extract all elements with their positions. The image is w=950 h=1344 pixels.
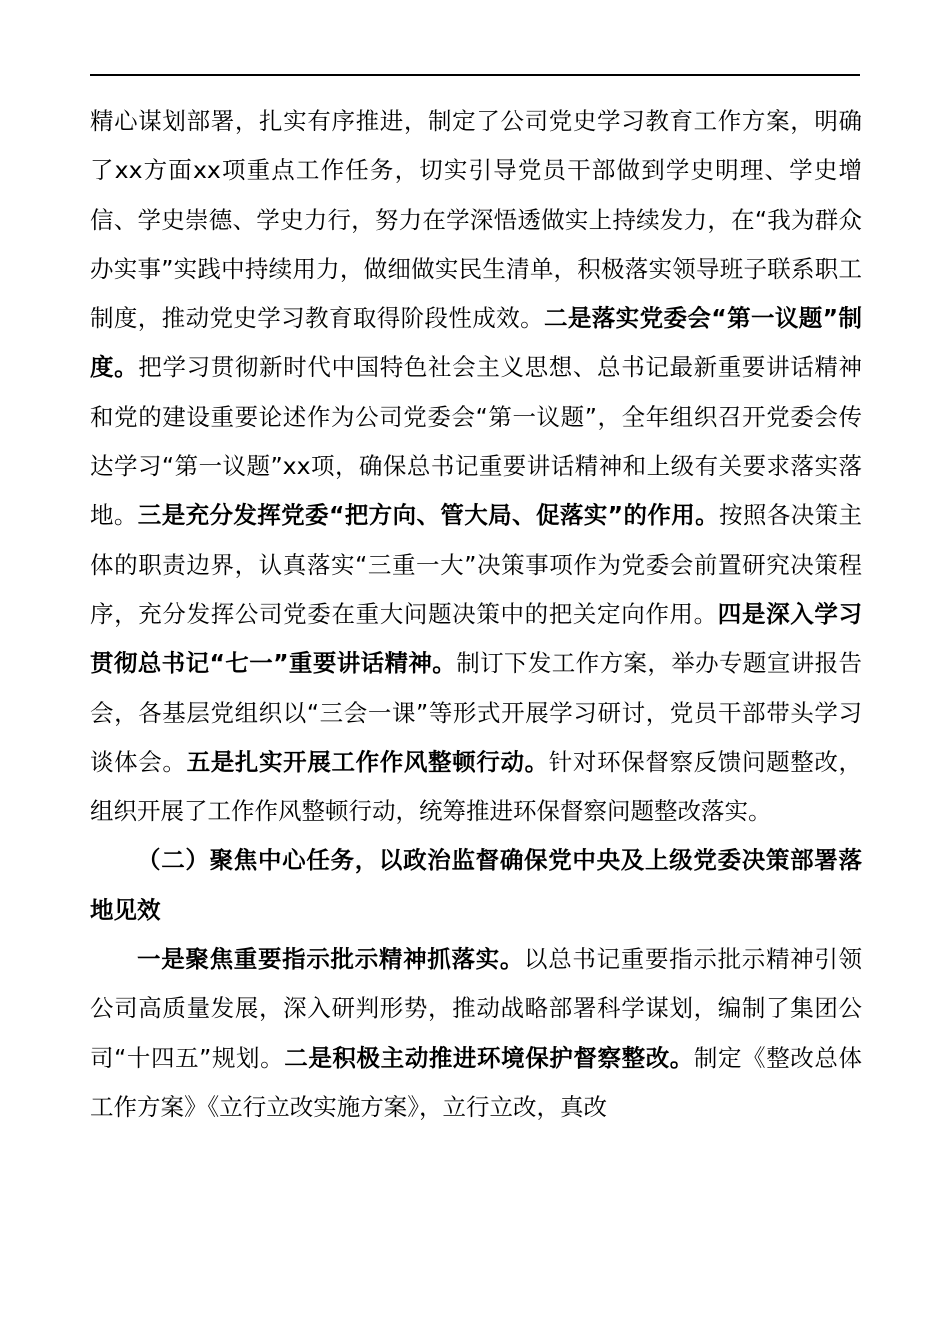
paragraph-text: 按照各决策主体的职责边界，认真落实“三重一大”决策事项作为党委会前置研究决策程序，充分发挥公司党委在重大问题决策中的把关定向作用。 <box>90 501 863 628</box>
paragraph-party-history <box>90 97 862 836</box>
bold-lead-july-first-speech: 四是深入学习贯彻总书记“七一”重要讲话精神。 <box>90 599 863 678</box>
paragraph-text: 制订下发工作方案，举办专题宣讲报告会，各基层党组织以“三会一课”等形式开展学习研讨，党员干部带头学习谈体会。 <box>90 649 863 776</box>
paragraph-text: 制定《整改总体工作方案》《立行立改实施方案》，立行立改，真改 <box>90 1043 862 1121</box>
bold-lead-instructions: 一是聚焦重要指示批示精神抓落实。 <box>137 945 525 974</box>
document-body <box>90 97 862 1132</box>
bold-lead-work-style: 五是扎实开展工作作风整顿行动。 <box>186 747 549 776</box>
paragraph-text: 以总书记重要指示批示精神引领公司高质量发展，深入研判形势，推动战略部署科学谋划，编制了集团公司“十四五”规划。 <box>90 945 863 1072</box>
section-heading-2: （二）聚焦中心任务，以政治监督确保党中央及上级党委决策部署落地见效 <box>90 846 862 924</box>
bold-lead-first-topic: 二是落实党委会“第一议题”制度。 <box>90 304 863 382</box>
paragraph-text: 针对环保督察反馈问题整改，组织开展了工作作风整顿行动，统筹推进环保督察问题整改落实。 <box>90 747 863 826</box>
paragraph-text: 精心谋划部署，扎实有序推进，制定了公司党史学习教育工作方案，明确了xx方面xx项重点工作任务，切实引导党员干部做到学史明理、学史增信、学史崇德、学史力行，努力在学深悟透做实上持续发力，在“我为群众办实事”实践中持续用力，做细做实民生清单，积极落实领导班子联系职工制度，推动党史学习教育取得阶段性成效。 <box>90 107 862 333</box>
paragraph-text: 把学习贯彻新时代中国特色社会主义思想、总书记最新重要讲话精神和党的建设重要论述作为公司党委会“第一议题”，全年组织召开党委会传达学习“第一议题”xx项，确保总书记重要讲话精神和上级有关要求落实落地。 <box>90 353 863 530</box>
header-rule <box>90 74 860 76</box>
bold-lead-party-role: 三是充分发挥党委“把方向、管大局、促落实”的作用。 <box>137 501 720 530</box>
paragraph-central-tasks <box>90 935 862 1132</box>
bold-lead-environmental-inspection: 二是积极主动推进环境保护督察整改。 <box>284 1043 694 1072</box>
